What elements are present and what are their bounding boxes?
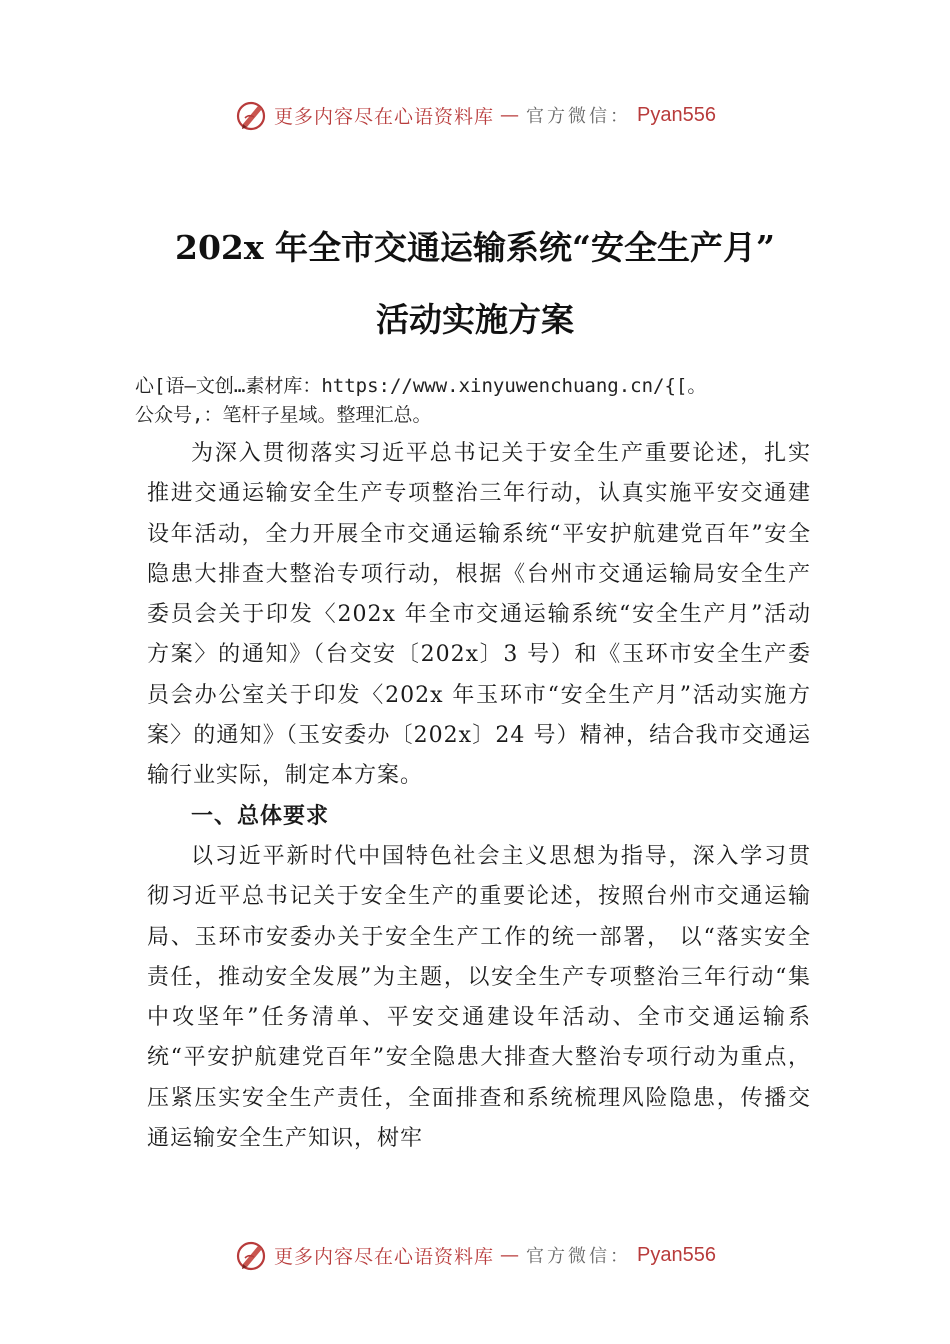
header-watermark [0, 95, 950, 135]
section-paragraph: 以习近平新时代中国特色社会主义思想为指导，深入学习贯彻习近平总书记关于安全生产的重要论述，按照台州市交通运输局、玉环市安委办关于安全生产工作的统一部署， 以“落实安全责任，推动安全发展”为主题，以安全生产专项整治三年行动“集中攻坚年”任务清单、平安交通建设年活动、全市交通运输系统“平安护航建党百年”安全隐患大排查大整治专项行动为重点，压紧压实安全生产责任，全面排查和系统梳理风险隐患，传播交通运输安全生产知识，树牢 [147, 843, 811, 1152]
intro-paragraph: 为深入贯彻落实习近平总书记关于安全生产重要论述，扎实推进交通运输安全生产专项整治三年行动，认真实施平安交通建设年活动，全力开展全市交通运输系统“平安护航建党百年”安全隐患大排查大整治专项行动，根据《台州市交通运输局安全生产委员会关于印发〈202x 年全市交通运输系统“安全生产月”活动方案〉的通知》（台交安〔202x〕3 号）和《玉环市安全生产委员会办公室关于印发〈202x 年玉环市“安全生产月”活动实施方案〉的通知》（玉安委办〔202x〕24 号）精神，结合我市交通运输行业实际，制定本方案。 [147, 441, 811, 789]
wechat-label: 官方微信： [526, 106, 632, 127]
wechat-id: Pyan556 [637, 103, 716, 126]
wechat-label: 官方微信： [526, 1246, 632, 1267]
watermark-separator: — [500, 1244, 521, 1266]
watermark-text: 更多内容尽在心语资料库 [274, 1245, 495, 1268]
source-line1: 心[语—文创…素材库：https://www.xinyuwenchuang.cn/{[。 [135, 375, 707, 397]
source-line2: 公众号,：笔杆子星域。整理汇总。 [135, 404, 432, 426]
pen-logo-icon [234, 98, 268, 132]
footer-watermark [0, 1235, 950, 1275]
wechat-id: Pyan556 [637, 1243, 716, 1266]
document-title-line1: 202x 年全市交通运输系统“安全生产月” [174, 228, 775, 267]
source-note [135, 372, 835, 430]
section-heading: 一、总体要求 [191, 803, 330, 829]
watermark-text: 更多内容尽在心语资料库 [274, 105, 495, 128]
watermark-separator: — [500, 104, 521, 126]
document-body [147, 434, 811, 1159]
document-title-line2: 活动实施方案 [376, 300, 574, 339]
pen-logo-icon [234, 1238, 268, 1272]
